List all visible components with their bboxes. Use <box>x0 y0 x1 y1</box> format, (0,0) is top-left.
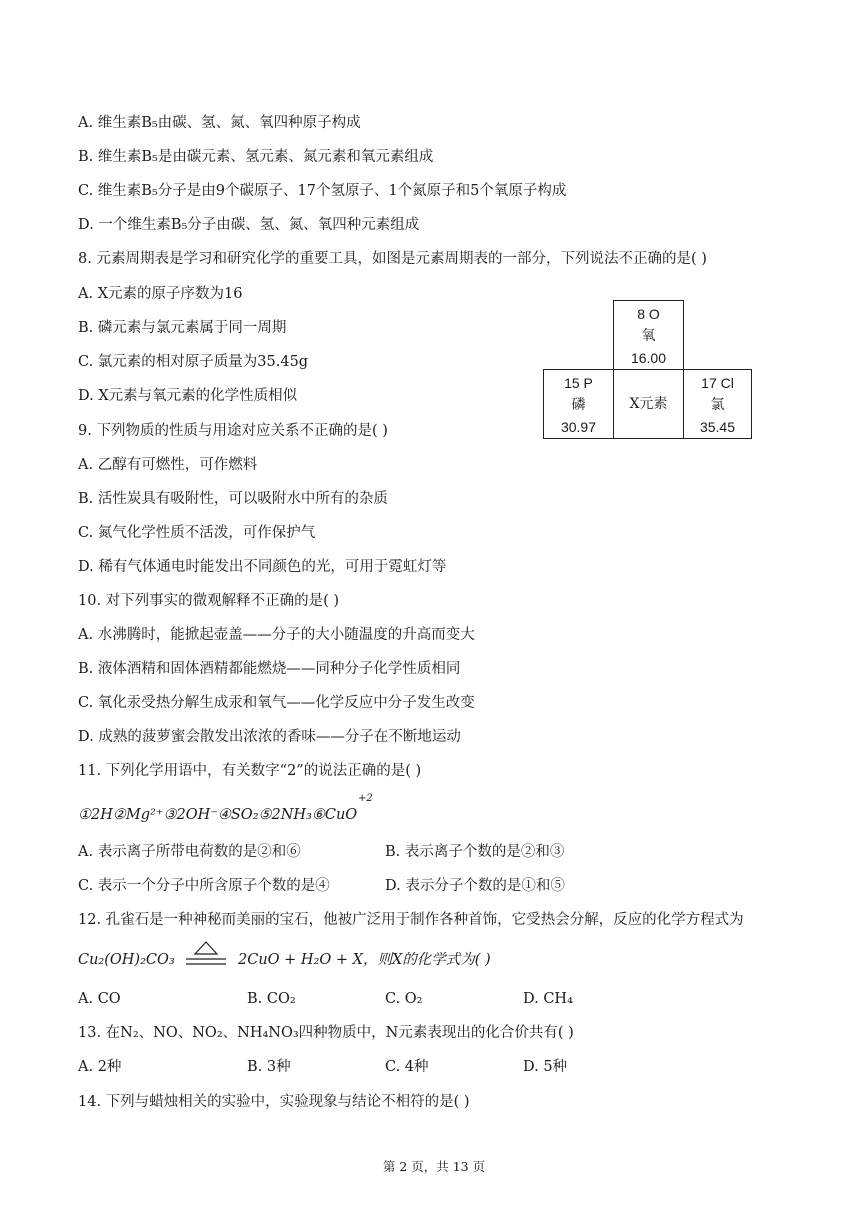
page-footer: 第 2 页，共 13 页 <box>382 1159 486 1174</box>
q12-equation-left: Cu₂(OH)₂CO₃ <box>78 952 175 968</box>
q8-option-c: C. 氯元素的相对原子质量为35.45g <box>78 354 309 370</box>
q12-option-d: D. CH₄ <box>523 991 573 1007</box>
cell-oxygen <box>613 300 684 370</box>
oxygen-mass: 16.00 <box>630 350 667 366</box>
q13-option-c: C. 4种 <box>385 1059 429 1075</box>
q13-stem: 13. 在N₂、NO、NO₂、NH₄NO₃四种物质中，N元素表现出的化合价共有( ) <box>78 1025 574 1041</box>
q7-option-c: C. 维生素B₅分子是由9个碳原子、17个氢原子、1个氮原子和5个氧原子构成 <box>78 183 567 199</box>
phosphorus-mass: 30.97 <box>560 419 597 435</box>
oxygen-name: 氧 <box>641 328 656 344</box>
phosphorus-name: 磷 <box>571 397 586 413</box>
chlorine-mass: 35.45 <box>699 419 736 435</box>
q12-stem: 12. 孔雀石是一种神秘而美丽的宝石，他被广泛用于制作各种首饰，它受热会分解，反应的化学方程式为 <box>78 912 744 928</box>
q8-option-d: D. X元素与氧元素的化学性质相似 <box>78 388 298 404</box>
q13-option-a: A. 2种 <box>78 1059 122 1075</box>
q11-option-b: B. 表示离子个数的是②和③ <box>385 844 565 860</box>
q12-option-c: C. O₂ <box>385 991 423 1007</box>
cell-phosphorus <box>543 369 614 439</box>
q9-option-d: D. 稀有气体通电时能发出不同颜色的光，可用于霓虹灯等 <box>78 559 447 575</box>
q10-option-b: B. 液体酒精和固体酒精都能燃烧——同种分子化学性质相同 <box>78 661 461 677</box>
q11-valence-mark: +2 <box>358 793 373 804</box>
oxygen-number-symbol: 8 O <box>637 306 660 322</box>
q10-option-a: A. 水沸腾时，能掀起壶盖——分子的大小随温度的升高而变大 <box>78 627 475 643</box>
q13-option-d: D. 5种 <box>523 1059 568 1075</box>
q10-option-d: D. 成熟的菠萝蜜会散发出浓浓的香味——分子在不断地运动 <box>78 729 461 745</box>
cell-chlorine <box>683 369 752 439</box>
q9-stem: 9. 下列物质的性质与用途对应关系不正确的是( ) <box>78 423 388 439</box>
q12-equation-right: 2CuO + H₂O + X，则X的化学式为( ) <box>238 952 491 968</box>
q14-stem: 14. 下列与蜡烛相关的实验中，实验现象与结论不相符的是( ) <box>78 1094 470 1110</box>
heat-arrow-icon <box>184 940 228 970</box>
q9-option-b: B. 活性炭具有吸附性，可以吸附水中所有的杂质 <box>78 491 388 507</box>
q12-option-a: A. CO <box>78 991 121 1007</box>
q8-option-b: B. 磷元素与氯元素属于同一周期 <box>78 320 287 336</box>
q7-option-b: B. 维生素B₅是由碳元素、氢元素、氮元素和氧元素组成 <box>78 149 434 165</box>
phosphorus-number-symbol: 15 P <box>564 375 593 391</box>
q7-option-a: A. 维生素B₅由碳、氢、氮、氧四种原子构成 <box>78 115 361 131</box>
q12-option-b: B. CO₂ <box>247 991 296 1007</box>
q10-option-c: C. 氧化汞受热分解生成汞和氧气——化学反应中分子发生改变 <box>78 695 475 711</box>
chlorine-number-symbol: 17 Cl <box>701 375 734 391</box>
q9-option-a: A. 乙醇有可燃性，可作燃料 <box>78 457 258 473</box>
cell-x-element <box>613 369 684 439</box>
q11-stem: 11. 下列化学用语中，有关数字“2”的说法正确的是( ) <box>78 763 422 779</box>
q13-option-b: B. 3种 <box>247 1059 291 1075</box>
q7-option-d: D. 一个维生素B₅分子由碳、氢、氮、氧四种元素组成 <box>78 217 420 233</box>
q8-stem: 8. 元素周期表是学习和研究化学的重要工具，如图是元素周期表的一部分，下列说法不正确的是( ) <box>78 251 707 267</box>
chlorine-name: 氯 <box>710 397 725 413</box>
q11-option-d: D. 表示分子个数的是①和⑤ <box>385 878 565 894</box>
q9-option-c: C. 氮气化学性质不活泼，可作保护气 <box>78 525 316 541</box>
x-element-label: X元素 <box>629 396 668 412</box>
q8-option-a: A. X元素的原子序数为16 <box>78 286 243 302</box>
q11-option-a: A. 表示离子所带电荷数的是②和⑥ <box>78 844 301 860</box>
q11-symbols: ①2H②Mg²⁺③2OH⁻④SO₂⑤2NH₃⑥CuO <box>78 807 358 823</box>
q11-option-c: C. 表示一个分子中所含原子个数的是④ <box>78 878 330 894</box>
q10-stem: 10. 对下列事实的微观解释不正确的是( ) <box>78 593 340 609</box>
